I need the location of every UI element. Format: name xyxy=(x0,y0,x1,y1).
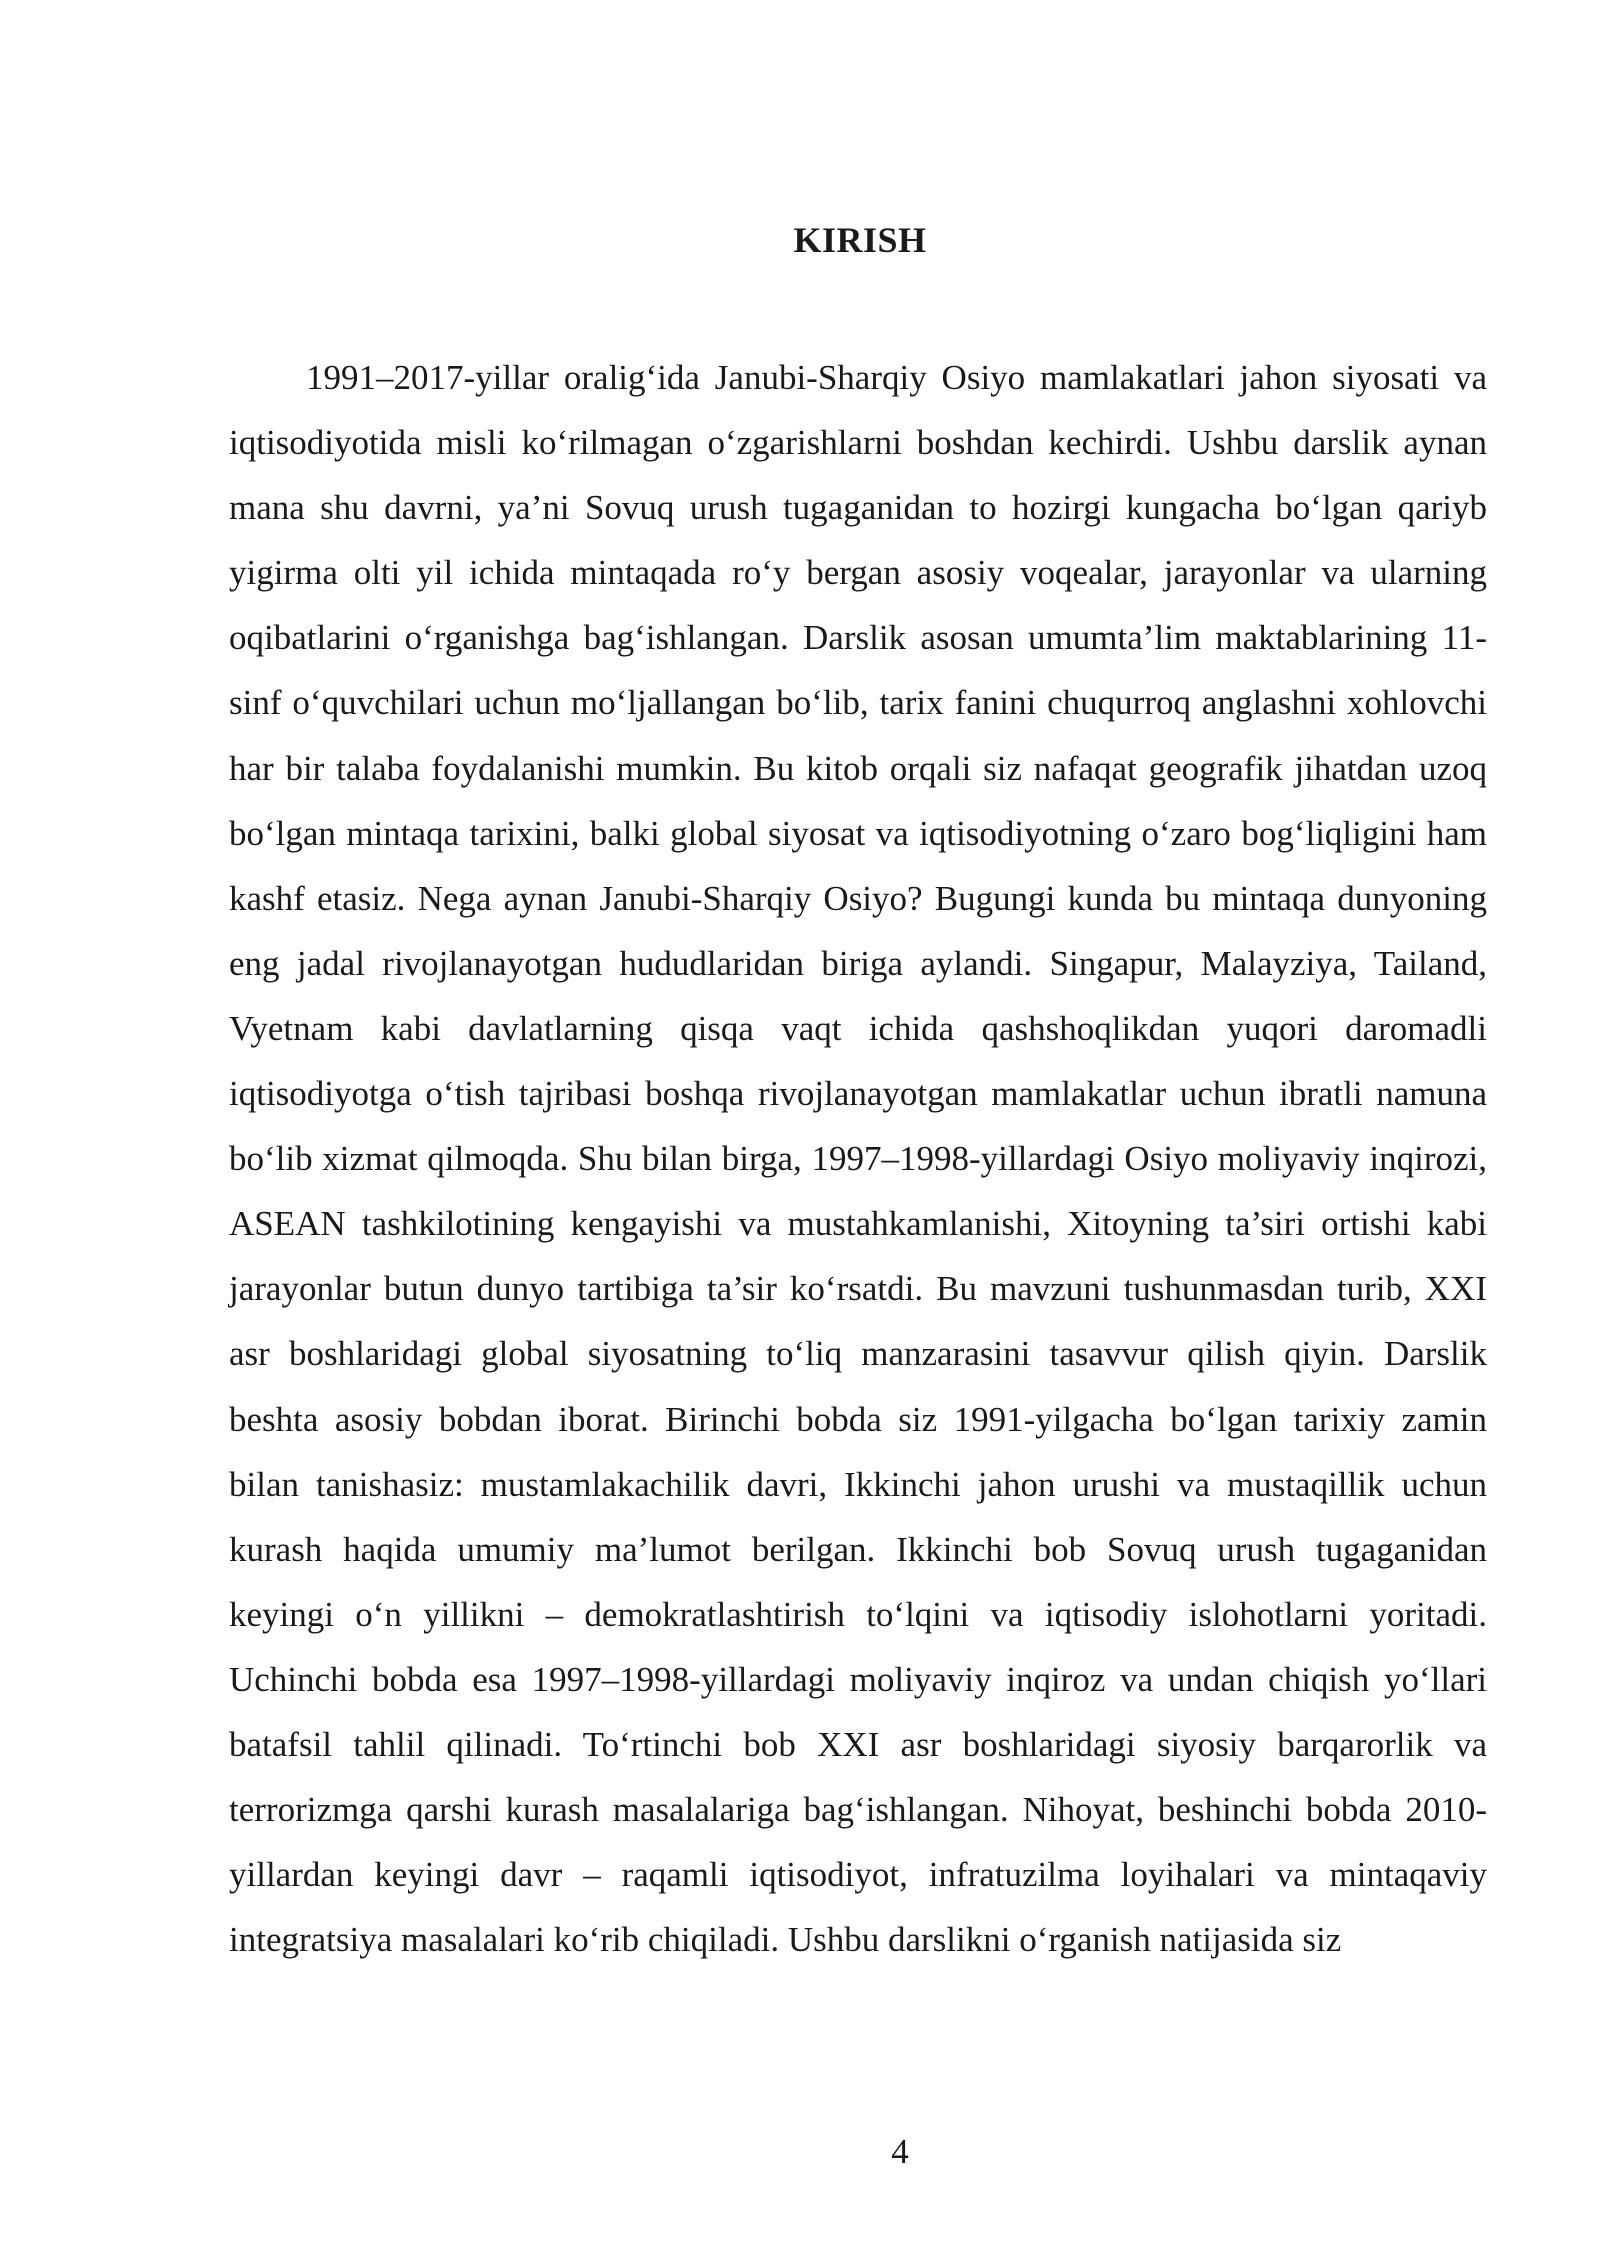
body-paragraph: 1991–2017-yillar oralig‘ida Janubi-Sharqiy Osiyo mamlakatlari jahon siyosati va iqtisodiyotida misli ko‘rilmagan o‘zgarishlarni boshdan kechirdi. Ushbu darslik aynan mana shu davrni, ya’ni Sovuq urush tugaganidan to hozirgi kungacha bo‘lgan qariyb yigirma olti yil ichida mintaqada ro‘y bergan asosiy voqealar, jarayonlar va ularning oqibatlarini o‘rganishga bag‘ishlangan. Darslik asosan umumta’lim maktablarining 11-sinf o‘quvchilari uchun mo‘ljallangan bo‘lib, tarix fanini chuqurroq anglashni xohlovchi har bir talaba foydalanishi mumkin. Bu kitob orqali siz nafaqat geografik jihatdan uzoq bo‘lgan mintaqa tarixini, balki global siyosat va iqtisodiyotning o‘zaro bog‘liqligini ham kashf etasiz. Nega aynan Janubi-Sharqiy Osiyo? Bugungi kunda bu mintaqa dunyoning eng jadal rivojlanayotgan hududlaridan biriga aylandi. Singapur, Malayziya, Tailand, Vyetnam kabi davlatlarning qisqa vaqt ichida qashshoqlikdan yuqori daromadli iqtisodiyotga o‘tish tajribasi boshqa rivojlanayotgan mamlakatlar uchun ibratli namuna bo‘lib xizmat qilmoqda. Shu bilan birga, 1997–1998-yillardagi Osiyo moliyaviy inqirozi, ASEAN tashkilotining kengayishi va mustahkamlanishi, Xitoyning ta’siri ortishi kabi jarayonlar butun dunyo tartibiga ta’sir ko‘rsatdi. Bu mavzuni tushunmasdan turib, XXI asr boshlaridagi global siyosatning to‘liq manzarasini tasavvur qilish qiyin. Darslik beshta asosiy bobdan iborat. Birinchi bobda siz 1991-yilgacha bo‘lgan tarixiy zamin bilan tanishasiz: mustamlakachilik davri, Ikkinchi jahon urushi va mustaqillik uchun kurash haqida umumiy ma’lumot berilgan. Ikkinchi bob Sovuq urush tugaganidan keyingi o‘n yillikni – demokratlashtirish to‘lqini va iqtisodiy islohotlarni yoritadi. Uchinchi bobda esa 1997–1998-yillardagi moliyaviy inqiroz va undan chiqish yo‘llari batafsil tahlil qilinadi. To‘rtinchi bob XXI asr boshlaridagi siyosiy barqarorlik va terrorizmga qarshi kurash masalalariga bag‘ishlangan. Nihoyat, beshinchi bobda 2010-yillardan keyingi davr – raqamli iqtisodiyot, infratuzilma loyihalari va mintaqaviy integratsiya masalalari ko‘rib chiqiladi. Ushbu darslikni o‘rganish natijasida siz xyxy=(229,358,1487,1960)
page-number: 4 xyxy=(891,2132,909,2171)
page-title: KIRISH xyxy=(793,220,927,260)
